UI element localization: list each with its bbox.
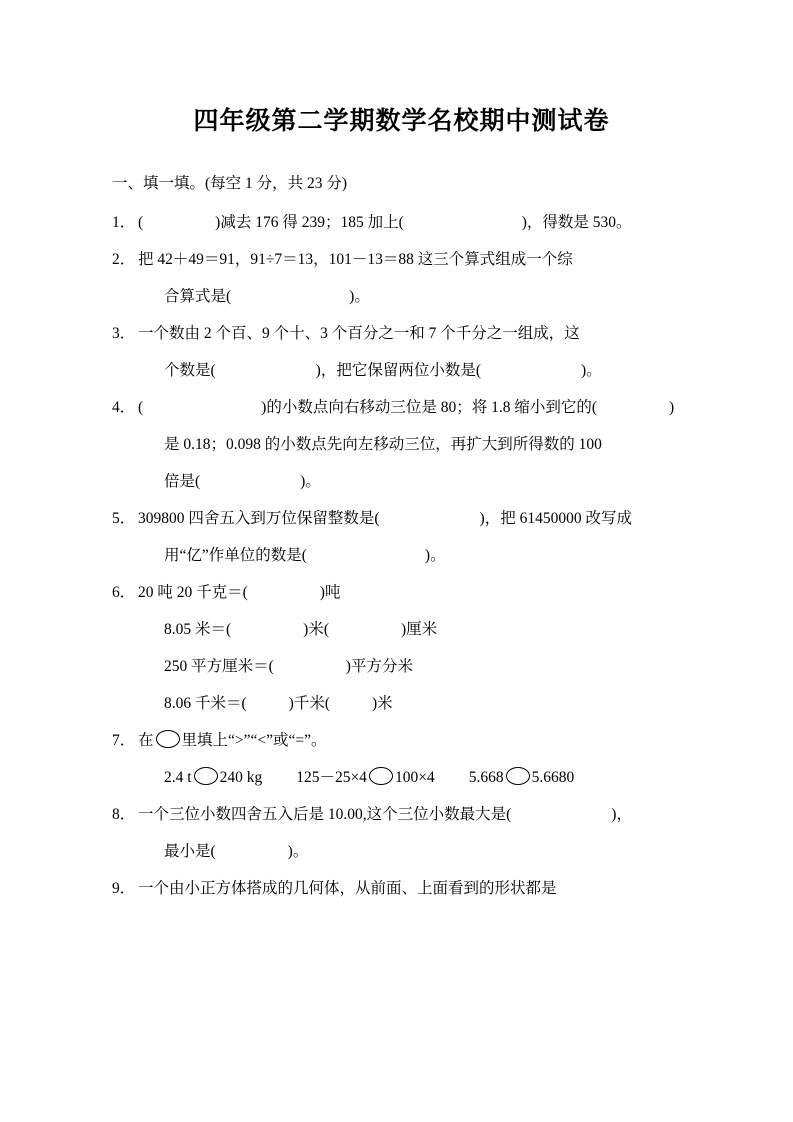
question-line: 20 吨 20 千克＝( )吨 bbox=[138, 584, 341, 601]
question-2 bbox=[112, 241, 688, 315]
question-line: 309800 四舍五入到万位保留整数是( )，把 61450000 改写成 bbox=[138, 510, 632, 527]
question-line: 把 42＋49＝91，91÷7＝13，101－13＝88 这三个算式组成一个综 bbox=[138, 251, 573, 268]
question-number: 2． bbox=[112, 251, 136, 268]
question-number: 7． bbox=[112, 732, 136, 749]
question-8 bbox=[112, 796, 688, 870]
question-line: 一个数由 2 个百、9 个十、3 个百分之一和 7 个千分之一组成，这 bbox=[138, 325, 580, 342]
question-number: 1． bbox=[112, 214, 136, 231]
question-body bbox=[138, 389, 688, 500]
compare-left-operand-a: 2.4 t bbox=[164, 769, 192, 786]
question-number: 8． bbox=[112, 806, 136, 823]
question-9 bbox=[112, 870, 688, 907]
question-number: 5． bbox=[112, 510, 136, 527]
compare-circle-icon[interactable] bbox=[506, 767, 530, 785]
question-line: 个数是( )，把它保留两位小数是( )。 bbox=[164, 362, 602, 379]
compare-right-operand-a: 5.668 bbox=[468, 769, 504, 786]
question-number: 4． bbox=[112, 399, 136, 416]
question-line: 8.06 千米＝( )千米( )米 bbox=[164, 695, 393, 712]
question-body bbox=[138, 870, 688, 907]
compare-row bbox=[138, 759, 688, 796]
question-number: 6． bbox=[112, 584, 136, 601]
question-body bbox=[138, 722, 688, 796]
question-line: 一个三位小数四舍五入后是 10.00,这个三位小数最大是( )， bbox=[138, 806, 632, 823]
compare-mid-operand-b: 100×4 bbox=[394, 769, 435, 786]
question-line: 最小是( )。 bbox=[164, 843, 309, 860]
compare-right-operand-b: 5.6680 bbox=[531, 769, 575, 786]
question-number: 3． bbox=[112, 325, 136, 342]
paper-content bbox=[0, 165, 793, 907]
question-number: 9． bbox=[112, 880, 136, 897]
question-line: ( )的小数点向右移动三位是 80；将 1.8 缩小到它的( ) bbox=[138, 399, 675, 416]
compare-circle-icon[interactable] bbox=[156, 730, 180, 748]
question-line: 250 平方厘米＝( )平方分米 bbox=[164, 658, 413, 675]
question-line: 用“亿”作单位的数是( )。 bbox=[164, 547, 446, 564]
question-line: 倍是( )。 bbox=[164, 473, 321, 490]
question-3 bbox=[112, 315, 688, 389]
question-7 bbox=[112, 722, 688, 796]
question-body bbox=[138, 204, 688, 241]
compare-circle-icon[interactable] bbox=[194, 767, 218, 785]
compare-mid-operand-a: 125－25×4 bbox=[296, 769, 367, 786]
question-line: 是 0.18；0.098 的小数点先向左移动三位，再扩大到所得数的 100 bbox=[164, 436, 602, 453]
question-6 bbox=[112, 574, 688, 722]
question-line: ( )减去 176 得 239；185 加上( )，得数是 530。 bbox=[138, 214, 632, 231]
compare-left-operand-b: 240 kg bbox=[219, 769, 263, 786]
question-line: 一个由小正方体搭成的几何体，从前面、上面看到的形状都是 bbox=[138, 880, 557, 897]
question-line: 合算式是( )。 bbox=[164, 288, 370, 305]
question-body bbox=[138, 315, 688, 389]
question-4 bbox=[112, 389, 688, 500]
question-body bbox=[138, 500, 688, 574]
question-line: 8.05 米＝( )米( )厘米 bbox=[164, 621, 438, 638]
section-heading-fill-in: 一、填一填。(每空 1 分，共 23 分) bbox=[112, 175, 348, 192]
question-body bbox=[138, 241, 688, 315]
question-1 bbox=[112, 204, 688, 241]
question-line: 在 里填上“>”“<”或“=”。 bbox=[138, 732, 327, 749]
page-title: 四年级第二学期数学名校期中测试卷 bbox=[193, 108, 610, 135]
compare-circle-icon[interactable] bbox=[369, 767, 393, 785]
question-body bbox=[138, 574, 688, 722]
question-body bbox=[138, 796, 688, 870]
question-5 bbox=[112, 500, 688, 574]
